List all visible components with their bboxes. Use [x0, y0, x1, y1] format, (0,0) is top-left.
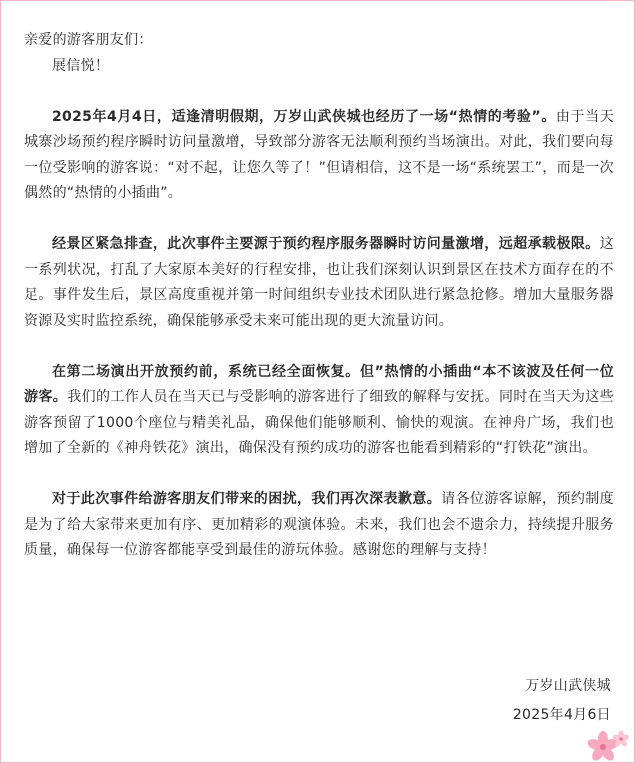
- paragraph-4: [24, 487, 614, 564]
- paragraph-3: [24, 360, 614, 462]
- signature-date: 2025年4月6日: [512, 707, 611, 723]
- paragraph-3-text: 我们的工作人员在当天已与受影响的游客进行了细致的解释与安抚。同时在当天为这些游客预留了1000个座位与精美礼品，确保他们能够顺利、愉快的观演。在神舟广场，我们也增加了全新的《神舟铁花》演出，确保没有预约成功的游客也能看到精彩的“打铁花”演出。: [24, 389, 614, 456]
- paragraph-4-bold: 对于此次事件给游客朋友们带来的困扰，我们再次深表歉意。: [52, 491, 442, 507]
- paragraph-2: [24, 232, 614, 334]
- paragraph-1-bold: 2025年4月4日，适逢清明假期，万岁山武侠城也经历了一场“热情的考验”。: [52, 108, 556, 125]
- salutation: 亲爱的游客朋友们：: [24, 32, 153, 48]
- greeting: 展信悦！: [52, 57, 110, 74]
- paragraph-spacer: [24, 79, 614, 105]
- paragraph-1: [24, 105, 614, 207]
- paragraph-3-bold: 在第二场演出开放预约前，系统已经全面恢复。但”热情的小插曲“本不该波及任何一位游客。: [24, 363, 614, 405]
- paragraph-1-text: 由于当天城寨沙场预约程序瞬时访问量激增，导致部分游客无法顺利预约当场演出。对此，我们要向每一位受影响的游客说：“对不起，让您久等了！”但请相信，这不是一场“系统罢工”，而是一次偶然的“热情的小插曲”。: [24, 108, 615, 201]
- signature-block: [513, 672, 611, 730]
- cherry-blossom-icon: [585, 727, 629, 761]
- letter-body: [24, 28, 614, 564]
- paragraph-4-text: 请各位游客谅解，预约制度是为了给大家带来更加有序、更加精彩的观演体验。未来，我们也会不遗余力，持续提升服务质量，确保每一位游客都能享受到最佳的游玩体验。感谢您的理解与支持！: [24, 491, 614, 558]
- signature-organization: 万岁山武侠城: [525, 678, 611, 694]
- paragraph-spacer: [24, 462, 614, 488]
- paragraph-2-text: 这一系列状况，打乱了大家原本美好的行程安排，也让我们深刻认识到景区在技术方面存在的不足。事件发生后，景区高度重视并第一时间组织专业技术团队进行紧急抢修。增加大量服务器资源及实时监控系统，确保能够承受未来可能出现的更大流量访问。: [24, 236, 614, 329]
- paragraph-spacer: [24, 334, 614, 360]
- paragraph-2-bold: 经景区紧急排查，此次事件主要源于预约程序服务器瞬时访问量激增，远超承载极限。: [52, 236, 600, 252]
- paragraph-spacer: [24, 207, 614, 233]
